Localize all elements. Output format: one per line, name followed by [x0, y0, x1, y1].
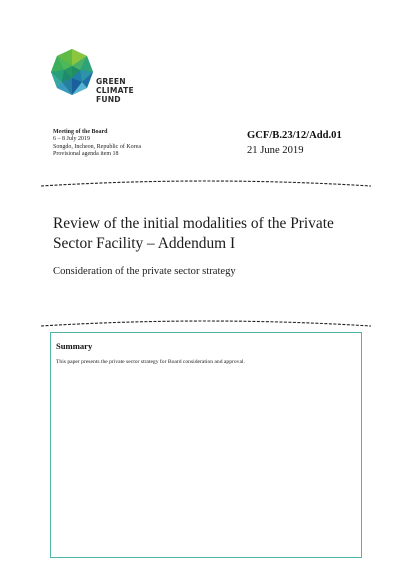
document-reference [247, 129, 342, 157]
meeting-location: Songdo, Incheon, Republic of Korea [53, 143, 141, 150]
document-date: 21 June 2019 [247, 145, 304, 156]
top-wave-divider [40, 178, 372, 188]
logo-line-fund: FUND [96, 95, 121, 104]
document-code: GCF/B.23/12/Add.01 [247, 130, 342, 141]
bottom-wave-divider [40, 318, 372, 328]
logo-line-green: GREEN [96, 77, 126, 86]
meeting-heading: Meeting of the Board [53, 129, 108, 135]
meeting-info [53, 129, 141, 159]
organization-logo-text [96, 77, 134, 104]
summary-box [50, 332, 362, 558]
document-title: Review of the initial modalities of the Private Sector Facility – Addendum I [53, 215, 334, 252]
document-subtitle: Consideration of the private sector strategy [53, 266, 236, 277]
meeting-agenda-item: Provisional agenda item 18 [53, 151, 119, 158]
summary-heading: Summary [56, 341, 93, 351]
logo-line-climate: CLIMATE [96, 86, 134, 95]
summary-text: This paper presents the private sector strategy for Board consideration and approval. [56, 359, 245, 365]
green-climate-fund-globe-icon [50, 48, 94, 96]
meeting-dates: 6 – 8 July 2019 [53, 136, 91, 143]
